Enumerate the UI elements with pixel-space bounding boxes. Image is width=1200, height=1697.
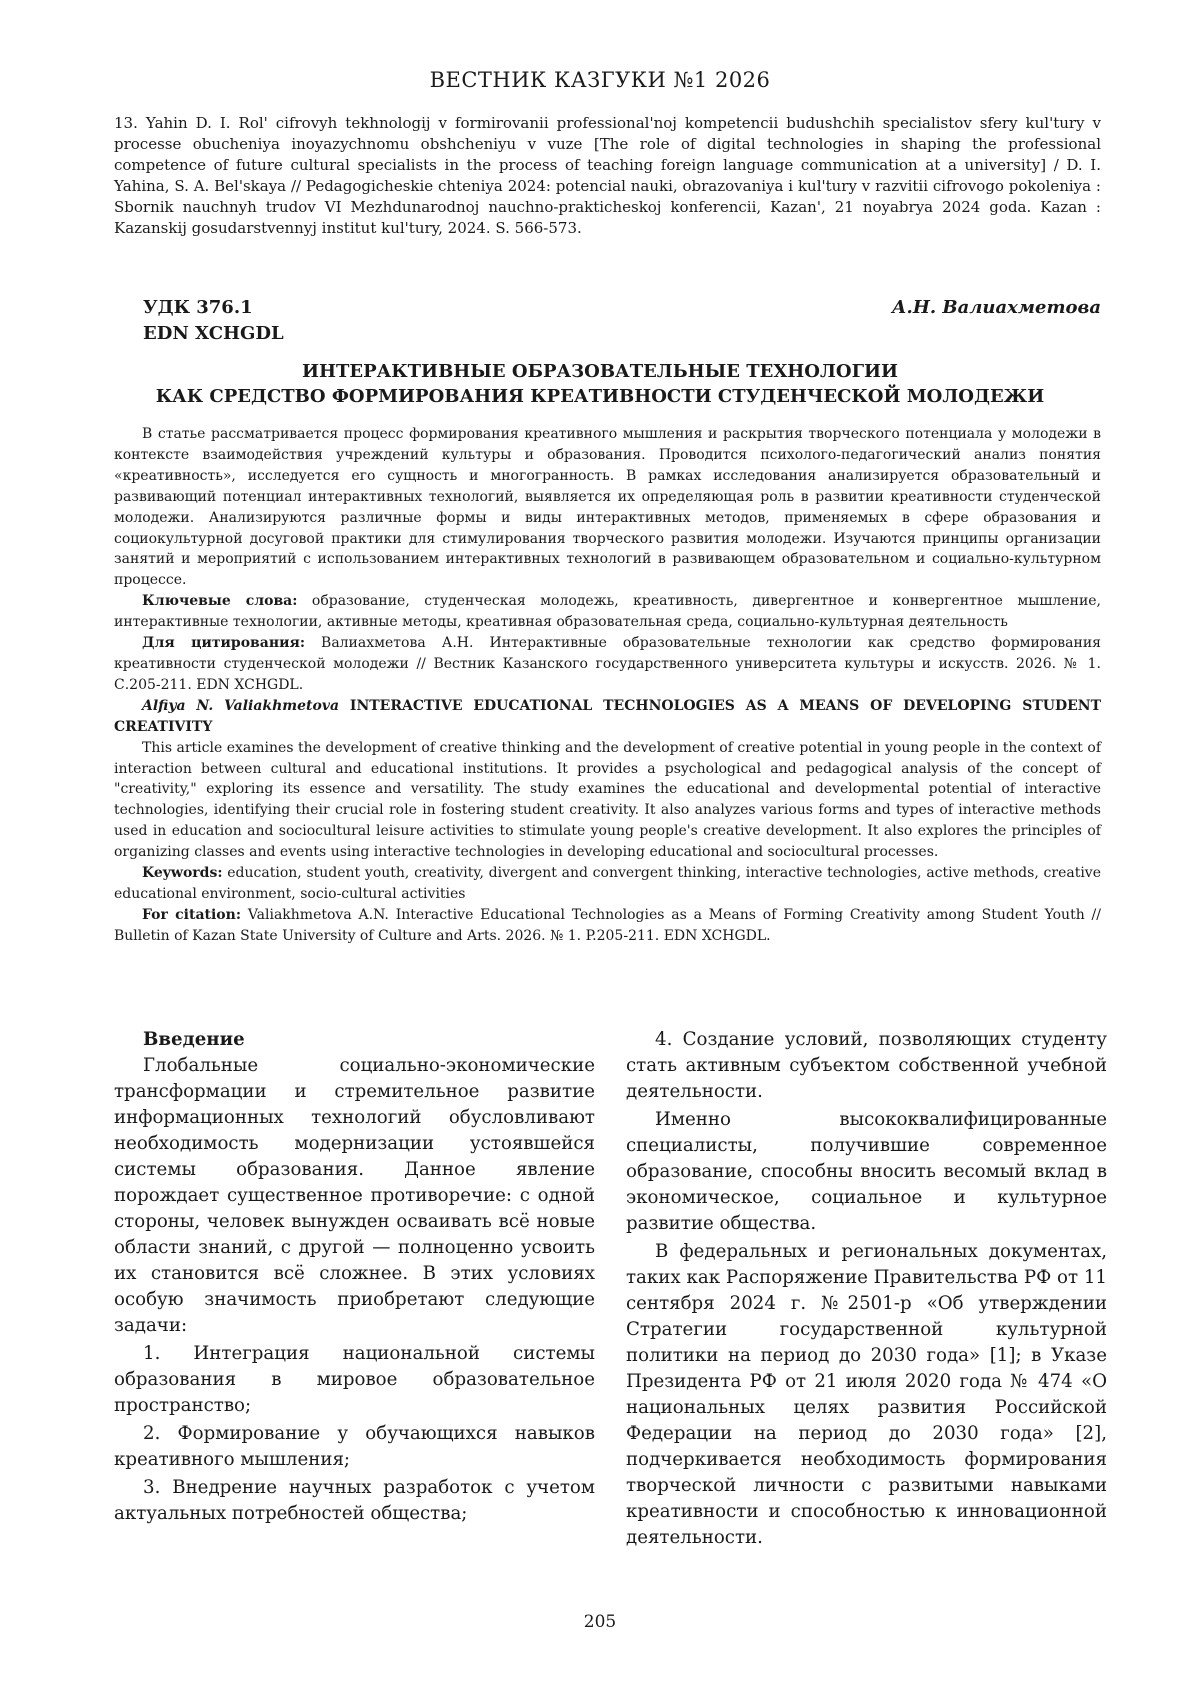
udk-code: УДК 376.1 <box>143 297 253 318</box>
intro-heading: Введение <box>143 1029 245 1050</box>
keywords-en <box>114 863 1101 905</box>
intro-paragraph: Глобальные социально-экономические трансформации и стремительное развитие информационных технологий обусловливают необходимость модернизации устоявшейся системы образования. Данное явление порождает существенное противоречие: с одной стороны, человек вынужден осваивать всё новые области знаний, с другой — полноценно усвоить их становится всё сложнее. В этих условиях особую значимость приобретают следующие задачи: <box>114 1055 595 1336</box>
specialists-paragraph: Именно высококвалифицированные специалисты, получившие современное образование, способны вносить весомый вклад в экономическое, социальное и культурное развитие общества. <box>626 1109 1107 1234</box>
title-line-2: КАК СРЕДСТВО ФОРМИРОВАНИЯ КРЕАТИВНОСТИ СТУДЕНЧЕСКОЙ МОЛОДЕЖИ <box>155 386 1045 407</box>
edn-code: EDN XCHGDL <box>143 323 284 344</box>
reference-item-13: 13. Yahin D. I. Rol' cifrovyh tekhnologij v formirovanii professional'noj kompetencii budushchih specialistov sfery kul'tury v processe obucheniya inoyazychnomu obshcheniyu v vuze [The role of digital technologies in shaping the professional competence of future cultural specialists in the process of teaching foreign language communication at a university] / D. I. Yahina, S. A. Bel'skaya // Pedagogicheskie chteniya 2024: potencial nauki, obrazovaniya i kul'tury v razvitii cifrovogo pokoleniya : Sbornik nauchnyh trudov VI Mezhdunarodnoj nauchno-prakticheskoj konferencii, Kazan', 21 noyabrya 2024 goda. Kazan : Kazanskij gosudarstvennyj institut kul'tury, 2024. S. 566-573. <box>114 114 1101 237</box>
journal-header: ВЕСТНИК КАЗГУКИ №1 2026 <box>429 68 771 92</box>
body-column-right <box>626 1027 1107 1551</box>
body-column-left <box>114 1027 595 1527</box>
task-item-2: 2. Формирование у обучающихся навыков креативного мышления; <box>114 1423 595 1470</box>
citation-en <box>114 905 1101 947</box>
citation-ru-label: Для цитирования: <box>142 635 305 652</box>
task-item-1: 1. Интеграция национальной системы образования в мировое образовательное пространство; <box>114 1343 595 1416</box>
citation-en-text: Valiakhmetova A.N. Interactive Educational Technologies as a Means of Forming Creativity among Student Youth // Bulletin of Kazan State University of Culture and Arts. 2026. № 1. P.205-211. EDN XCHGDL. <box>114 906 1101 944</box>
keywords-en-text: education, student youth, creativity, divergent and convergent thinking, interactive technologies, active methods, creative educational environment, socio-cultural activities <box>114 865 1101 902</box>
english-title: INTERACTIVE EDUCATIONAL TECHNOLOGIES AS A MEANS OF DEVELOPING STUDENT CREATIVITY <box>114 697 1101 735</box>
task-item-4: 4. Создание условий, позволяющих студенту стать активным субъектом собственной учебной деятельности. <box>626 1029 1107 1102</box>
documents-paragraph: В федеральных и региональных документах, таких как Распоряжение Правительства РФ от 11 сентября 2024 г. №2501-р «Об утверждении Стратегии государственной культурной политики на период до 2030 года» [1]; в Указе Президента РФ от 21 июля 2020 года № 474 «О национальных целях развития Российской Федерации на период до 2030 года» [2], подчеркивается необходимость формирования творческой личности с развитыми навыками креативности и способностью к инновационной деятельности. <box>626 1241 1107 1548</box>
article-author: А.Н. Валиахметова <box>891 297 1101 318</box>
page-number: 205 <box>583 1612 617 1632</box>
english-title-line <box>114 696 1101 738</box>
english-author: Alfiya N. Valiakhmetova <box>142 697 340 714</box>
citation-en-label: For citation: <box>142 906 241 923</box>
abstract-ru: В статье рассматривается процесс формирования креативного мышления и раскрытия творческого потенциала у молодежи в контексте взаимодействия учреждений культуры и образования. Проводится психолого-педагогический анализ понятия «креативность», исследуется его сущность и многогранность. В рамках исследования анализируется образовательный и развивающий потенциал интерактивных технологий, выявляется их определяющая роль в развитии креативности студенческой молодежи. Анализируются различные формы и виды интерактивных методов, применяемых в сфере образования и социокультурной досуговой практики для стимулирования творческого развития молодежи. Изучаются принципы организации занятий и мероприятий с использованием интерактивных технологий в развивающем образовательном и социально-культурном процессе. <box>114 426 1101 589</box>
citation-ru-text: Валиахметова А.Н. Интерактивные образовательные технологии как средство формирования креативности студенческой молодежи // Вестник Казанского государственного университета культуры и искусств. 2026. № 1. С.205-211. EDN XCHGDL. <box>114 635 1101 693</box>
abstract-en: This article examines the development of creative thinking and the development of creative potential in young people in the context of interaction between cultural and educational institutions. It provides a psychological and pedagogical analysis of the concept of "creativity," exploring its essence and versatility. The study examines the educational and developmental potential of interactive technologies, identifying their crucial role in fostering student creativity. It also analyzes various forms and types of interactive methods used in education and sociocultural leisure activities to stimulate young people's creative development. It also explores the principles of organizing classes and events using interactive technologies in developing educational and sociocultural processes. <box>114 739 1101 861</box>
keywords-en-label: Keywords: <box>142 865 223 882</box>
abstract-block <box>114 424 1101 947</box>
keywords-ru-text: образование, студенческая молодежь, креативность, дивергентное и конвергентное мышление, интерактивные технологии, активные методы, креативная образовательная среда, социально-культурная деятельность <box>114 593 1102 631</box>
keywords-ru-label: Ключевые слова: <box>142 593 298 610</box>
article-identifiers <box>143 295 284 347</box>
keywords-ru <box>114 591 1101 633</box>
title-line-1: ИНТЕРАКТИВНЫЕ ОБРАЗОВАТЕЛЬНЫЕ ТЕХНОЛОГИИ <box>301 361 899 382</box>
citation-ru <box>114 633 1101 696</box>
article-title <box>100 359 1100 409</box>
task-item-3: 3. Внедрение научных разработок с учетом актуальных потребностей общества; <box>114 1477 595 1524</box>
